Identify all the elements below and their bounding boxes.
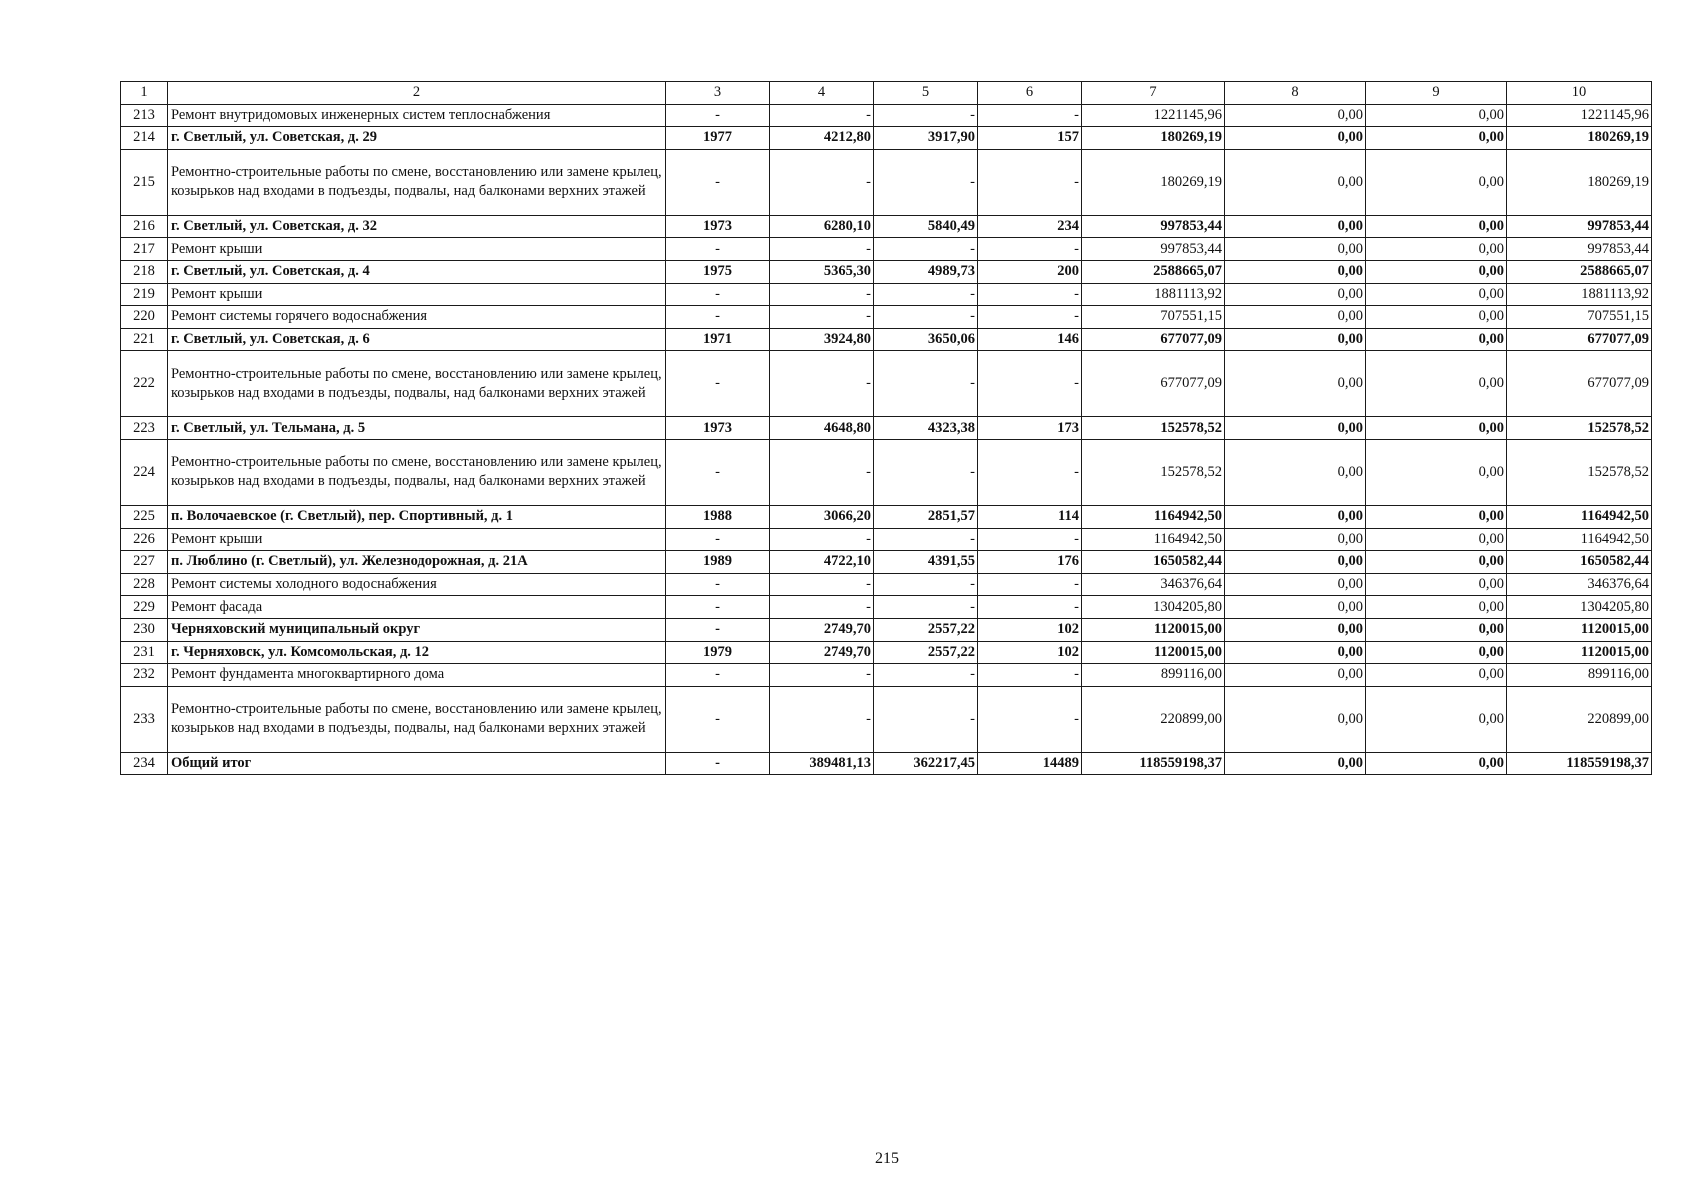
year-cell: 1977 (666, 127, 770, 150)
total-area-cell: 3066,20 (770, 505, 874, 528)
year-cell: 1979 (666, 641, 770, 664)
owners-cost-cell: 220899,00 (1507, 686, 1652, 752)
living-area-cell: 4323,38 (874, 417, 978, 440)
total-area-cell: - (770, 439, 874, 505)
living-area-cell: 2557,22 (874, 641, 978, 664)
living-area-cell: - (874, 596, 978, 619)
fund-cost-cell: 0,00 (1225, 664, 1366, 687)
row-number-cell: 233 (121, 686, 168, 752)
row-number-cell: 232 (121, 664, 168, 687)
budget-cost-cell: 0,00 (1366, 551, 1507, 574)
year-cell: - (666, 752, 770, 775)
budget-cost-cell: 0,00 (1366, 596, 1507, 619)
residents-count-cell: 157 (978, 127, 1082, 150)
work-description-cell: г. Черняховск, ул. Комсомольская, д. 12 (168, 641, 666, 664)
budget-cost-cell: 0,00 (1366, 351, 1507, 417)
row-number-cell: 230 (121, 618, 168, 641)
living-area-cell: - (874, 439, 978, 505)
row-number-cell: 231 (121, 641, 168, 664)
fund-cost-cell: 0,00 (1225, 528, 1366, 551)
total-area-cell: - (770, 149, 874, 215)
living-area-cell: 3650,06 (874, 328, 978, 351)
table-row (121, 149, 1652, 215)
work-description-cell: Ремонт фасада (168, 596, 666, 619)
header-cell: 1 (121, 82, 168, 105)
total-area-cell: 2749,70 (770, 618, 874, 641)
header-cell: 8 (1225, 82, 1366, 105)
total-cost-cell: 2588665,07 (1082, 260, 1225, 283)
year-cell: - (666, 149, 770, 215)
table-row (121, 127, 1652, 150)
owners-cost-cell: 1221145,96 (1507, 104, 1652, 127)
year-cell: - (666, 686, 770, 752)
work-description-cell: Ремонт внутридомовых инженерных систем теплоснабжения (168, 104, 666, 127)
budget-cost-cell: 0,00 (1366, 215, 1507, 238)
owners-cost-cell: 677077,09 (1507, 328, 1652, 351)
budget-cost-cell: 0,00 (1366, 328, 1507, 351)
year-cell: 1971 (666, 328, 770, 351)
table-row (121, 641, 1652, 664)
budget-cost-cell: 0,00 (1366, 618, 1507, 641)
total-cost-cell: 1650582,44 (1082, 551, 1225, 574)
living-area-cell: - (874, 573, 978, 596)
budget-cost-cell: 0,00 (1366, 573, 1507, 596)
year-cell: - (666, 528, 770, 551)
row-number-cell: 216 (121, 215, 168, 238)
header-cell: 10 (1507, 82, 1652, 105)
year-cell: 1988 (666, 505, 770, 528)
living-area-cell: 2851,57 (874, 505, 978, 528)
column-number-header-row (121, 82, 1652, 105)
work-description-cell: Ремонт крыши (168, 283, 666, 306)
row-number-cell: 215 (121, 149, 168, 215)
work-description-cell: Ремонтно-строительные работы по смене, восстановлению или замене крылец, козырьков над входами в подъезды, подвалы, над балконами верхних этажей (168, 439, 666, 505)
total-cost-cell: 899116,00 (1082, 664, 1225, 687)
fund-cost-cell: 0,00 (1225, 417, 1366, 440)
table-body (121, 82, 1652, 775)
budget-cost-cell: 0,00 (1366, 306, 1507, 329)
work-description-cell: г. Светлый, ул. Советская, д. 4 (168, 260, 666, 283)
work-description-cell: п. Люблино (г. Светлый), ул. Железнодорожная, д. 21А (168, 551, 666, 574)
header-cell: 5 (874, 82, 978, 105)
fund-cost-cell: 0,00 (1225, 596, 1366, 619)
year-cell: 1989 (666, 551, 770, 574)
total-area-cell: 4212,80 (770, 127, 874, 150)
table-row (121, 417, 1652, 440)
total-cost-cell: 346376,64 (1082, 573, 1225, 596)
budget-cost-cell: 0,00 (1366, 686, 1507, 752)
header-cell: 7 (1082, 82, 1225, 105)
year-cell: - (666, 351, 770, 417)
fund-cost-cell: 0,00 (1225, 215, 1366, 238)
fund-cost-cell: 0,00 (1225, 328, 1366, 351)
fund-cost-cell: 0,00 (1225, 505, 1366, 528)
table-row (121, 260, 1652, 283)
header-cell: 6 (978, 82, 1082, 105)
work-description-cell: г. Светлый, ул. Тельмана, д. 5 (168, 417, 666, 440)
owners-cost-cell: 2588665,07 (1507, 260, 1652, 283)
living-area-cell: - (874, 104, 978, 127)
fund-cost-cell: 0,00 (1225, 104, 1366, 127)
living-area-cell: 362217,45 (874, 752, 978, 775)
work-description-cell: Ремонт фундамента многоквартирного дома (168, 664, 666, 687)
budget-cost-cell: 0,00 (1366, 664, 1507, 687)
work-description-cell: г. Светлый, ул. Советская, д. 29 (168, 127, 666, 150)
fund-cost-cell: 0,00 (1225, 149, 1366, 215)
residents-count-cell: - (978, 283, 1082, 306)
year-cell: - (666, 283, 770, 306)
fund-cost-cell: 0,00 (1225, 573, 1366, 596)
work-description-cell: Ремонтно-строительные работы по смене, восстановлению или замене крылец, козырьков над входами в подъезды, подвалы, над балконами верхних этажей (168, 351, 666, 417)
residents-count-cell: 102 (978, 618, 1082, 641)
table-row (121, 351, 1652, 417)
owners-cost-cell: 180269,19 (1507, 149, 1652, 215)
table-row (121, 551, 1652, 574)
row-number-cell: 214 (121, 127, 168, 150)
owners-cost-cell: 346376,64 (1507, 573, 1652, 596)
table-row (121, 238, 1652, 261)
table-row (121, 596, 1652, 619)
header-cell: 9 (1366, 82, 1507, 105)
total-cost-cell: 1164942,50 (1082, 505, 1225, 528)
work-description-cell: Ремонт системы холодного водоснабжения (168, 573, 666, 596)
total-cost-cell: 1120015,00 (1082, 618, 1225, 641)
residents-count-cell: - (978, 149, 1082, 215)
total-area-cell: 3924,80 (770, 328, 874, 351)
fund-cost-cell: 0,00 (1225, 306, 1366, 329)
year-cell: - (666, 664, 770, 687)
table-row (121, 215, 1652, 238)
total-area-cell: 4722,10 (770, 551, 874, 574)
row-number-cell: 218 (121, 260, 168, 283)
budget-cost-cell: 0,00 (1366, 104, 1507, 127)
residents-count-cell: 234 (978, 215, 1082, 238)
work-description-cell: Ремонтно-строительные работы по смене, восстановлению или замене крылец, козырьков над входами в подъезды, подвалы, над балконами верхних этажей (168, 686, 666, 752)
row-number-cell: 219 (121, 283, 168, 306)
row-number-cell: 224 (121, 439, 168, 505)
living-area-cell: - (874, 283, 978, 306)
total-area-cell: - (770, 283, 874, 306)
residents-count-cell: 146 (978, 328, 1082, 351)
row-number-cell: 225 (121, 505, 168, 528)
total-cost-cell: 180269,19 (1082, 127, 1225, 150)
total-area-cell: - (770, 596, 874, 619)
work-description-cell: Ремонтно-строительные работы по смене, восстановлению или замене крылец, козырьков над входами в подъезды, подвалы, над балконами верхних этажей (168, 149, 666, 215)
living-area-cell: - (874, 664, 978, 687)
residents-count-cell: 14489 (978, 752, 1082, 775)
owners-cost-cell: 1120015,00 (1507, 618, 1652, 641)
table-row (121, 306, 1652, 329)
owners-cost-cell: 1304205,80 (1507, 596, 1652, 619)
total-cost-cell: 1304205,80 (1082, 596, 1225, 619)
living-area-cell: 4391,55 (874, 551, 978, 574)
fund-cost-cell: 0,00 (1225, 283, 1366, 306)
row-number-cell: 222 (121, 351, 168, 417)
fund-cost-cell: 0,00 (1225, 439, 1366, 505)
residents-count-cell: 200 (978, 260, 1082, 283)
fund-cost-cell: 0,00 (1225, 351, 1366, 417)
budget-cost-cell: 0,00 (1366, 752, 1507, 775)
total-cost-cell: 152578,52 (1082, 439, 1225, 505)
living-area-cell: - (874, 238, 978, 261)
table-row (121, 439, 1652, 505)
total-area-cell: 389481,13 (770, 752, 874, 775)
residents-count-cell: - (978, 238, 1082, 261)
work-description-cell: Ремонт крыши (168, 238, 666, 261)
residents-count-cell: - (978, 686, 1082, 752)
total-area-cell: 6280,10 (770, 215, 874, 238)
living-area-cell: 4989,73 (874, 260, 978, 283)
repair-program-table (120, 81, 1652, 775)
row-number-cell: 223 (121, 417, 168, 440)
work-description-cell: Ремонт системы горячего водоснабжения (168, 306, 666, 329)
row-number-cell: 228 (121, 573, 168, 596)
residents-count-cell: - (978, 306, 1082, 329)
total-cost-cell: 707551,15 (1082, 306, 1225, 329)
owners-cost-cell: 180269,19 (1507, 127, 1652, 150)
residents-count-cell: - (978, 528, 1082, 551)
total-cost-cell: 997853,44 (1082, 215, 1225, 238)
table-row (121, 505, 1652, 528)
row-number-cell: 217 (121, 238, 168, 261)
residents-count-cell: 114 (978, 505, 1082, 528)
budget-cost-cell: 0,00 (1366, 439, 1507, 505)
work-description-cell: Общий итог (168, 752, 666, 775)
owners-cost-cell: 677077,09 (1507, 351, 1652, 417)
header-cell: 3 (666, 82, 770, 105)
table-row (121, 528, 1652, 551)
living-area-cell: - (874, 306, 978, 329)
total-area-cell: - (770, 686, 874, 752)
year-cell: 1975 (666, 260, 770, 283)
row-number-cell: 213 (121, 104, 168, 127)
residents-count-cell: 176 (978, 551, 1082, 574)
page-number: 215 (875, 1150, 899, 1167)
total-cost-cell: 677077,09 (1082, 351, 1225, 417)
total-cost-cell: 677077,09 (1082, 328, 1225, 351)
fund-cost-cell: 0,00 (1225, 686, 1366, 752)
budget-cost-cell: 0,00 (1366, 641, 1507, 664)
total-cost-cell: 1164942,50 (1082, 528, 1225, 551)
owners-cost-cell: 1164942,50 (1507, 528, 1652, 551)
fund-cost-cell: 0,00 (1225, 752, 1366, 775)
year-cell: - (666, 439, 770, 505)
residents-count-cell: - (978, 351, 1082, 417)
year-cell: - (666, 596, 770, 619)
owners-cost-cell: 1881113,92 (1507, 283, 1652, 306)
total-cost-cell: 1221145,96 (1082, 104, 1225, 127)
owners-cost-cell: 1164942,50 (1507, 505, 1652, 528)
residents-count-cell: - (978, 664, 1082, 687)
table-row (121, 686, 1652, 752)
residents-count-cell: - (978, 104, 1082, 127)
living-area-cell: - (874, 149, 978, 215)
budget-cost-cell: 0,00 (1366, 505, 1507, 528)
header-cell: 2 (168, 82, 666, 105)
work-description-cell: Черняховский муниципальный округ (168, 618, 666, 641)
total-area-cell: - (770, 104, 874, 127)
table-row (121, 664, 1652, 687)
fund-cost-cell: 0,00 (1225, 260, 1366, 283)
total-cost-cell: 220899,00 (1082, 686, 1225, 752)
total-cost-cell: 152578,52 (1082, 417, 1225, 440)
year-cell: - (666, 104, 770, 127)
residents-count-cell: 102 (978, 641, 1082, 664)
budget-cost-cell: 0,00 (1366, 417, 1507, 440)
living-area-cell: 3917,90 (874, 127, 978, 150)
residents-count-cell: - (978, 573, 1082, 596)
table-row (121, 104, 1652, 127)
residents-count-cell: - (978, 596, 1082, 619)
fund-cost-cell: 0,00 (1225, 551, 1366, 574)
total-cost-cell: 997853,44 (1082, 238, 1225, 261)
row-number-cell: 226 (121, 528, 168, 551)
total-cost-cell: 1881113,92 (1082, 283, 1225, 306)
total-cost-cell: 118559198,37 (1082, 752, 1225, 775)
owners-cost-cell: 997853,44 (1507, 215, 1652, 238)
table-row (121, 573, 1652, 596)
total-area-cell: - (770, 238, 874, 261)
budget-cost-cell: 0,00 (1366, 149, 1507, 215)
row-number-cell: 227 (121, 551, 168, 574)
table-row (121, 618, 1652, 641)
total-area-cell: 2749,70 (770, 641, 874, 664)
year-cell: 1973 (666, 417, 770, 440)
table-row (121, 752, 1652, 775)
owners-cost-cell: 707551,15 (1507, 306, 1652, 329)
year-cell: - (666, 573, 770, 596)
total-area-cell: - (770, 664, 874, 687)
year-cell: 1973 (666, 215, 770, 238)
row-number-cell: 234 (121, 752, 168, 775)
owners-cost-cell: 899116,00 (1507, 664, 1652, 687)
living-area-cell: 5840,49 (874, 215, 978, 238)
total-area-cell: 5365,30 (770, 260, 874, 283)
owners-cost-cell: 1120015,00 (1507, 641, 1652, 664)
residents-count-cell: - (978, 439, 1082, 505)
total-area-cell: 4648,80 (770, 417, 874, 440)
total-area-cell: - (770, 306, 874, 329)
work-description-cell: Ремонт крыши (168, 528, 666, 551)
year-cell: - (666, 618, 770, 641)
residents-count-cell: 173 (978, 417, 1082, 440)
work-description-cell: г. Светлый, ул. Советская, д. 6 (168, 328, 666, 351)
row-number-cell: 229 (121, 596, 168, 619)
budget-cost-cell: 0,00 (1366, 283, 1507, 306)
row-number-cell: 220 (121, 306, 168, 329)
budget-cost-cell: 0,00 (1366, 260, 1507, 283)
total-area-cell: - (770, 351, 874, 417)
work-description-cell: п. Волочаевское (г. Светлый), пер. Спортивный, д. 1 (168, 505, 666, 528)
row-number-cell: 221 (121, 328, 168, 351)
fund-cost-cell: 0,00 (1225, 618, 1366, 641)
total-cost-cell: 1120015,00 (1082, 641, 1225, 664)
fund-cost-cell: 0,00 (1225, 238, 1366, 261)
living-area-cell: 2557,22 (874, 618, 978, 641)
work-description-cell: г. Светлый, ул. Советская, д. 32 (168, 215, 666, 238)
header-cell: 4 (770, 82, 874, 105)
living-area-cell: - (874, 686, 978, 752)
owners-cost-cell: 152578,52 (1507, 417, 1652, 440)
table-row (121, 283, 1652, 306)
budget-cost-cell: 0,00 (1366, 528, 1507, 551)
owners-cost-cell: 118559198,37 (1507, 752, 1652, 775)
living-area-cell: - (874, 351, 978, 417)
budget-cost-cell: 0,00 (1366, 127, 1507, 150)
living-area-cell: - (874, 528, 978, 551)
year-cell: - (666, 306, 770, 329)
budget-cost-cell: 0,00 (1366, 238, 1507, 261)
total-area-cell: - (770, 573, 874, 596)
year-cell: - (666, 238, 770, 261)
table-row (121, 328, 1652, 351)
total-cost-cell: 180269,19 (1082, 149, 1225, 215)
fund-cost-cell: 0,00 (1225, 127, 1366, 150)
total-area-cell: - (770, 528, 874, 551)
fund-cost-cell: 0,00 (1225, 641, 1366, 664)
owners-cost-cell: 1650582,44 (1507, 551, 1652, 574)
owners-cost-cell: 152578,52 (1507, 439, 1652, 505)
owners-cost-cell: 997853,44 (1507, 238, 1652, 261)
